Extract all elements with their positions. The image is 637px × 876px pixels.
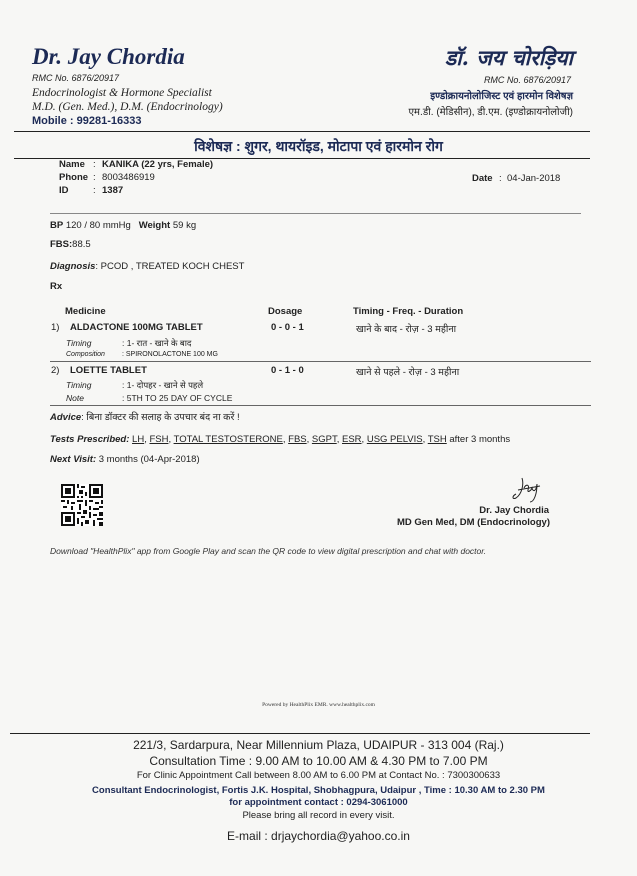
banner-rule	[14, 158, 590, 159]
test-item: ESR	[342, 434, 362, 445]
bp-label: BP	[50, 220, 64, 231]
footer-appointment-contact: for appointment contact : 0294-3061000	[229, 797, 408, 808]
advice-value: : बिना डॉक्टर की सलाह के उपचार बंद ना करें !	[81, 412, 240, 423]
med-2-number: 2)	[51, 365, 60, 376]
footer-address: 221/3, Sardarpura, Near Millennium Plaza, UDAIPUR - 313 004 (Raj.)	[133, 738, 504, 752]
med-2-sub2-value: : 5TH TO 25 DAY OF CYCLE	[122, 393, 233, 403]
powered-by: Powered by HealthPlix EMR. www.healthplix.com	[262, 702, 375, 708]
weight-label: Weight	[138, 220, 171, 231]
col-timing: Timing - Freq. - Duration	[353, 306, 464, 317]
med-1-name: ALDACTONE 100MG TABLET	[70, 322, 203, 333]
test-item: FSH	[149, 434, 169, 445]
doctor-name-hi: डॉ. जय चोरड़िया	[444, 45, 573, 70]
patient-name: KANIKA (22 yrs, Female)	[102, 159, 214, 170]
visit-date: 04-Jan-2018	[507, 173, 561, 184]
test-item: USG PELVIS	[366, 434, 423, 445]
med-2-sub2-label: Note	[66, 393, 84, 403]
footer-consultant: Consultant Endocrinologist, Fortis J.K. Hospital, Shobhagpura, Udaipur , Time : 10.30 AM to 2.30 PM	[92, 785, 545, 796]
fbs-value: 88.5	[72, 239, 91, 250]
med-1-sub1-label: Timing	[66, 338, 92, 348]
tests-suffix: after 3 months	[449, 434, 511, 445]
specialty-en: Endocrinologist & Hormone Specialist	[32, 87, 212, 99]
med-1-duration: खाने के बाद - रोज़ - 3 महीना	[356, 324, 457, 335]
tests-label: Tests Prescribed:	[50, 434, 130, 445]
name-label: Name	[59, 159, 85, 170]
diagnosis-line	[50, 261, 244, 272]
med-2-sub1-label: Timing	[66, 380, 92, 390]
id-label: ID	[59, 185, 69, 196]
diagnosis-value: : PCOD , TREATED KOCH CHEST	[95, 261, 245, 272]
col-dosage: Dosage	[268, 306, 303, 317]
col-medicine: Medicine	[65, 306, 106, 317]
test-item: TSH	[427, 434, 447, 445]
med-2-sub1-value: : 1- दोपहर - खाने से पहले	[122, 380, 204, 390]
weight-value: 59 kg	[172, 220, 197, 231]
patient-rule	[50, 213, 581, 214]
test-item: SGPT	[311, 434, 337, 445]
test-item: LH	[132, 434, 145, 445]
med-row-divider	[50, 361, 591, 362]
degrees-hi: एम.डी. (मेडिसीन), डी.एम. (इण्डोक्रायनोलोजी)	[408, 107, 573, 118]
med-2-duration: खाने से पहले - रोज़ - 3 महीना	[356, 367, 460, 378]
download-note: Download "HealthPlix" app from Google Play and scan the QR code to view digital prescription and chat with doctor.	[50, 546, 487, 556]
signature-name: Dr. Jay Chordia	[479, 505, 549, 516]
rmc-number-left: RMC No. 6876/20917	[32, 73, 120, 83]
test-item: TOTAL TESTOSTERONE	[173, 434, 283, 445]
patient-phone: 8003486919	[102, 172, 155, 183]
footer-bring-records: Please bring all record in every visit.	[242, 810, 395, 821]
advice-line	[50, 410, 240, 423]
rx-label: Rx	[50, 281, 63, 292]
med-1-sub2-value: : SPIRONOLACTONE 100 MG	[122, 351, 218, 358]
name-colon: :	[93, 159, 96, 170]
id-colon: :	[93, 185, 96, 196]
advice-label: Advice	[50, 412, 82, 423]
rx-end-divider	[50, 405, 591, 406]
rmc-number-right: RMC No. 6876/20917	[483, 75, 571, 85]
date-label: Date	[472, 173, 493, 184]
diagnosis-label: Diagnosis	[50, 261, 96, 272]
bp-value: 120 / 80 mmHg	[65, 220, 131, 231]
vitals-line	[50, 220, 196, 231]
med-1-dosage: 0 - 0 - 1	[271, 322, 304, 333]
med-2-dosage: 0 - 1 - 0	[271, 365, 304, 376]
next-visit-label: Next Visit:	[50, 454, 97, 465]
mobile-number: Mobile : 99281-16333	[32, 115, 142, 127]
date-colon: :	[499, 173, 502, 184]
footer-email: E-mail : drjaychordia@yahoo.co.in	[227, 829, 410, 843]
doctor-name-en: Dr. Jay Chordia	[32, 44, 185, 69]
specialty-hi: इण्डोक्रायनोलोजिस्ट एवं हारमोन विशेषज्ञ	[430, 91, 573, 102]
qr-code	[61, 484, 103, 526]
signature-title: MD Gen Med, DM (Endocrinology)	[396, 517, 550, 528]
med-1-sub1-value: : 1- रात - खाने के बाद	[122, 338, 192, 348]
phone-colon: :	[93, 172, 96, 183]
degrees-en: M.D. (Gen. Med.), D.M. (Endocrinology)	[32, 101, 223, 113]
specialty-banner: विशेषज्ञ : शुगर, थायरॉइड, मोटापा एवं हारमोन रोग	[194, 138, 443, 154]
next-visit-line	[50, 454, 200, 465]
med-1-number: 1)	[51, 322, 60, 333]
test-item: FBS	[288, 434, 307, 445]
med-1-sub2-label: Composition	[66, 351, 105, 358]
footer-appointment: For Clinic Appointment Call between 8.00 AM to 6.00 PM at Contact No. : 7300300633	[136, 770, 501, 781]
footer-rule	[10, 733, 590, 734]
footer-consult-time: Consultation Time : 9.00 AM to 10.00 AM & 4.30 PM to 7.00 PM	[149, 754, 488, 768]
tests-line: Tests Prescribed: LH, FSH, TOTAL TESTOSTERONE, FBS, SGPT, ESR, USG PELVIS, TSH after 3 months	[50, 434, 511, 445]
fbs-line	[50, 239, 91, 250]
header-rule	[14, 131, 590, 132]
fbs-label: FBS:	[50, 239, 73, 250]
phone-label: Phone	[59, 172, 89, 183]
med-2-name: LOETTE TABLET	[70, 365, 147, 376]
next-visit-value: 3 months (04-Apr-2018)	[98, 454, 200, 465]
signature-scribble	[510, 474, 546, 504]
patient-id: 1387	[102, 185, 124, 196]
